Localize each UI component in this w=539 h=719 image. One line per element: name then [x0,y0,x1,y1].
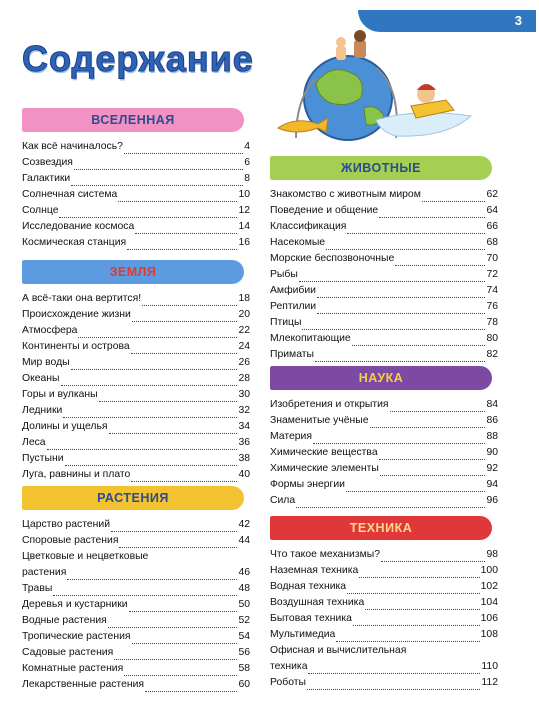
dot-leader [395,255,485,266]
toc-entry-page: 18 [238,293,250,304]
toc-entry-page: 40 [238,469,250,480]
toc-entry-title: Долины и ущелья [22,421,108,432]
toc-entry [270,346,498,362]
toc-entry-title: Горы и вулканы [22,389,98,400]
toc-entry [22,170,250,186]
toc-entry-title: Исследование космоса [22,221,135,232]
toc-entry-title: Комнатные растения [22,663,124,674]
dot-leader [108,617,238,628]
toc-entry-page: 82 [486,349,498,360]
dot-leader [129,601,238,612]
dot-leader [315,351,485,362]
entries-plants [22,516,250,692]
toc-entry-page: 84 [486,399,498,410]
toc-entry-title: Происхождение жизни [22,309,131,320]
dot-leader [346,481,485,492]
dot-leader [131,343,238,354]
toc-entry [270,674,498,690]
toc-entry [22,628,250,644]
entries-technology [270,546,498,690]
toc-entry [270,396,498,412]
toc-entry-page: 38 [238,453,250,464]
toc-entry-title: Садовые растения [22,647,114,658]
toc-entry-title: Мультимедиа [270,629,336,640]
dot-leader [381,551,485,562]
toc-entry-title: Морские беспозвоночные [270,253,395,264]
toc-entry-title: Роботы [270,677,306,688]
toc-entry-page: 14 [238,221,250,232]
toc-entry-page: 88 [486,431,498,442]
toc-entry-page: 100 [480,565,498,576]
toc-entry-page: 112 [481,677,498,688]
toc-entry-page: 98 [486,549,498,560]
dot-leader [78,327,237,338]
toc-entry [270,460,498,476]
toc-entry-page: 58 [238,663,250,674]
section-title-universe: ВСЕЛЕННАЯ [22,108,244,132]
toc-entry [22,580,250,596]
toc-entry-title: Созвездия [22,157,73,168]
dot-leader [353,615,480,626]
toc-entry-page: 86 [486,415,498,426]
toc-entry [270,298,498,314]
toc-entry-title: растения [22,567,67,578]
toc-entry-page: 106 [480,613,498,624]
toc-entry-title: Как всё начиналось? [22,141,123,152]
dot-leader [302,319,485,330]
toc-entry-page: 8 [244,173,250,184]
entries-animals [270,186,498,362]
dot-leader [296,497,485,508]
dot-leader [135,223,237,234]
toc-entry [270,250,498,266]
toc-entry-page: 34 [238,421,250,432]
toc-entry [22,290,250,306]
toc-entry-title: Космическая станция [22,237,127,248]
dot-leader [347,223,485,234]
toc-entry-page: 72 [486,269,498,280]
toc-entry-page: 74 [486,285,498,296]
toc-entry-title: Что такое механизмы? [270,549,381,560]
toc-entry-title: Океаны [22,373,60,384]
toc-entry-title: Приматы [270,349,314,360]
toc-entry [22,138,250,154]
dot-leader [63,407,237,418]
toc-entry-title: Материя [270,431,312,442]
dot-leader [127,239,237,250]
dot-leader [370,417,486,428]
section-title-science: НАУКА [270,366,492,390]
toc-entry [22,676,250,692]
dot-leader [379,449,486,460]
dot-leader [145,681,237,692]
toc-entry-page: 54 [238,631,250,642]
toc-entry [22,612,250,628]
toc-entry-page: 62 [486,189,498,200]
toc-entry-title: Воздушная техника [270,597,365,608]
toc-entry [270,578,498,594]
toc-entry-page: 68 [486,237,498,248]
dot-leader [390,401,486,412]
toc-entry-title: Галактики [22,173,71,184]
toc-entry [22,434,250,450]
toc-entry-page: 66 [486,221,498,232]
toc-entry-title: Наземная техника [270,565,359,576]
dot-leader [74,159,243,170]
toc-entry-page: 16 [238,237,250,248]
toc-entry [270,314,498,330]
toc-entry [270,234,498,250]
toc-entry-page: 4 [244,141,250,152]
toc-entry-page: 46 [238,567,250,578]
toc-entry-title: Травы [22,583,53,594]
dot-leader [142,295,237,306]
toc-entry-title: Континенты и острова [22,341,130,352]
dot-leader [109,423,238,434]
dot-leader [71,175,243,186]
dot-leader [118,191,237,202]
toc-entry-title: Насекомые [270,237,326,248]
toc-entry-page: 28 [238,373,250,384]
section-title-technology: ТЕХНИКА [270,516,492,540]
toc-entry [22,548,250,580]
toc-entry-title: Формы энергии [270,479,345,490]
toc-entry-page: 94 [486,479,498,490]
toc-entry [22,466,250,482]
toc-entry-title: Тропические растения [22,631,131,642]
toc-entry-page: 90 [486,447,498,458]
toc-entry-title: Поведение и общение [270,205,379,216]
dot-leader [422,191,486,202]
toc-entry [22,202,250,218]
toc-entry [22,306,250,322]
toc-entry [22,402,250,418]
toc-entry [270,444,498,460]
toc-entry-page: 24 [238,341,250,352]
toc-entry [22,596,250,612]
toc-entry-title: Ледники [22,405,63,416]
toc-entry [270,412,498,428]
toc-entry [270,562,498,578]
toc-entry-title: Рептилии [270,301,317,312]
dot-leader [379,207,485,218]
toc-entry-title: Сила [270,495,296,506]
toc-entry-page: 102 [480,581,498,592]
toc-entry-page: 92 [486,463,498,474]
toc-entry-page: 30 [238,389,250,400]
toc-entry-page: 6 [244,157,250,168]
dot-leader [111,521,237,532]
toc-entry-page: 52 [238,615,250,626]
toc-entry-page: 26 [238,357,250,368]
toc-entry-page: 20 [238,309,250,320]
dot-leader [313,433,485,444]
toc-entry-page: 80 [486,333,498,344]
dot-leader [71,359,238,370]
dot-leader [132,311,238,322]
dot-leader [132,633,238,644]
dot-leader [47,439,238,450]
dot-leader [114,649,237,660]
toc-page [8,10,528,705]
entries-earth [22,290,250,482]
dot-leader [307,679,480,690]
toc-entry [22,516,250,532]
entries-universe [22,138,250,250]
toc-entry-title: Знакомство с животным миром [270,189,421,200]
dot-leader [119,537,237,548]
toc-entry [270,266,498,282]
section-earth [22,260,250,482]
toc-entry [22,218,250,234]
toc-entry-page: 12 [238,205,250,216]
toc-entry-title: Классификация [270,221,347,232]
toc-entry-title: Птицы [270,317,302,328]
toc-entry-title: Солнце [22,205,59,216]
toc-entry-page: 108 [480,629,498,640]
toc-entry-title: техника [270,661,308,672]
toc-entry-page: 56 [238,647,250,658]
toc-entry-page: 78 [486,317,498,328]
toc-entry-title: Пустыни [22,453,64,464]
section-title-earth: ЗЕМЛЯ [22,260,244,284]
toc-entry-title: А всё-таки она вертится! [22,293,142,304]
toc-entry-page: 22 [238,325,250,336]
section-science [270,366,498,508]
toc-entry [22,644,250,660]
toc-entry-title: Химические элементы [270,463,379,474]
toc-entry-page: 10 [238,189,250,200]
toc-entry-title-line: Офисная и вычислительная [270,645,407,656]
toc-entry-page: 32 [238,405,250,416]
toc-entry-page: 36 [238,437,250,448]
dot-leader [336,631,479,642]
page-number: 3 [514,13,522,28]
toc-entry [22,660,250,676]
toc-entry [270,186,498,202]
toc-entry [270,492,498,508]
toc-entry-title: Луга, равнины и плато [22,469,131,480]
section-animals [270,156,498,362]
toc-entry-title: Атмосфера [22,325,78,336]
toc-entry [270,546,498,562]
toc-entry [22,234,250,250]
toc-entry-page: 70 [486,253,498,264]
toc-entry-page: 42 [238,519,250,530]
toc-entry-page: 48 [238,583,250,594]
toc-entry-title: Амфибии [270,285,316,296]
dot-leader [67,569,237,580]
toc-entry [22,322,250,338]
page-title: Содержание [22,38,254,79]
toc-entry-page: 110 [481,661,498,672]
dot-leader [308,663,480,674]
dot-leader [124,143,243,154]
dot-leader [359,567,479,578]
toc-entry-page: 50 [238,599,250,610]
toc-entry [270,282,498,298]
toc-entry-title: Споровые растения [22,535,119,546]
section-plants [22,486,250,692]
toc-entry [22,418,250,434]
toc-entry [22,186,250,202]
toc-entry-page: 44 [238,535,250,546]
toc-entry-page: 96 [486,495,498,506]
toc-entry [270,202,498,218]
toc-entry [22,450,250,466]
dot-leader [53,585,237,596]
globe-with-kids-and-fish-icon [276,28,476,148]
toc-entry-title: Млекопитающие [270,333,351,344]
toc-entry-page: 60 [238,679,250,690]
toc-entry-title: Знаменитые учёные [270,415,369,426]
toc-entry [270,476,498,492]
toc-entry-title: Рыбы [270,269,298,280]
toc-entry [270,610,498,626]
toc-entry-title: Бытовая техника [270,613,352,624]
toc-entry-page: 64 [486,205,498,216]
toc-entry-title: Мир воды [22,357,70,368]
toc-entry [270,330,498,346]
toc-entry-title: Леса [22,437,46,448]
dot-leader [65,455,238,466]
toc-entry [270,428,498,444]
dot-leader [317,287,485,298]
toc-entry [22,386,250,402]
dot-leader [59,207,237,218]
dot-leader [317,303,485,314]
dot-leader [99,391,238,402]
toc-entry-title: Солнечная система [22,189,118,200]
toc-entry-title: Лекарственные растения [22,679,145,690]
section-title-plants: РАСТЕНИЯ [22,486,244,510]
dot-leader [326,239,485,250]
section-title-animals: ЖИВОТНЫЕ [270,156,492,180]
toc-entry-title: Царство растений [22,519,111,530]
dot-leader [365,599,479,610]
dot-leader [131,471,237,482]
toc-entry-title: Химические вещества [270,447,378,458]
toc-entry-title: Водные растения [22,615,107,626]
section-universe [22,108,250,250]
dot-leader [347,583,480,594]
toc-entry-title: Изобретения и открытия [270,399,389,410]
toc-entry [22,532,250,548]
toc-entry [22,354,250,370]
toc-entry-page: 76 [486,301,498,312]
toc-entry [22,338,250,354]
toc-entry [270,642,498,674]
section-technology [270,516,498,690]
toc-entry [270,626,498,642]
entries-science [270,396,498,508]
toc-entry [22,370,250,386]
toc-entry-title: Деревья и кустарники [22,599,128,610]
toc-entry-title-line: Цветковые и нецветковые [22,551,149,562]
dot-leader [380,465,486,476]
dot-leader [299,271,486,282]
toc-entry [270,594,498,610]
dot-leader [352,335,486,346]
dot-leader [61,375,238,386]
dot-leader [124,665,237,676]
toc-entry-title: Водная техника [270,581,347,592]
toc-entry [22,154,250,170]
toc-entry-page: 104 [480,597,498,608]
toc-entry [270,218,498,234]
